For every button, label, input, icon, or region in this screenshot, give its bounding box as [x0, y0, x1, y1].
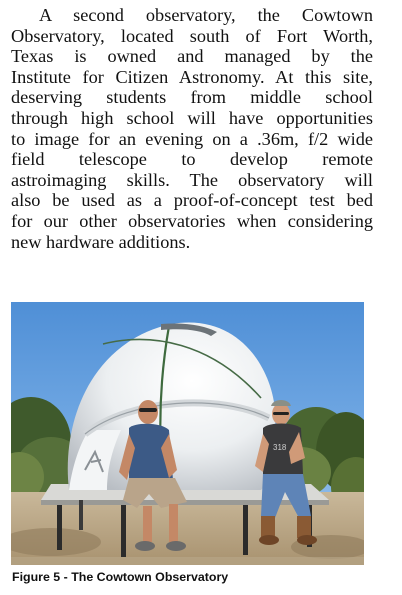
paragraph-line: deserving students from middle school	[11, 87, 373, 108]
paragraph-line: new hardware additions.	[11, 231, 191, 252]
shirt-text: 318	[273, 443, 287, 452]
observatory-photo	[11, 302, 364, 565]
paragraph-line: also be used as a proof-of-concept test bed	[11, 190, 373, 211]
body-paragraph	[11, 5, 373, 252]
paragraph-line: A second observatory, the Cowtown	[39, 5, 373, 25]
paragraph-line: Texas is owned and managed by the	[11, 46, 373, 67]
paragraph-line: field telescope to develop remote	[11, 149, 373, 170]
photo-illustration	[11, 302, 364, 565]
figure-caption: Figure 5 - The Cowtown Observatory	[12, 570, 229, 584]
paragraph-line: Institute for Citizen Astronomy. At this site,	[11, 66, 373, 87]
paragraph-line: through high school will have opportunities	[11, 107, 373, 128]
paragraph-line: to image for an evening on a .36m, f/2 wide	[11, 128, 373, 149]
paragraph-line: for our other observatories when considering	[11, 210, 373, 231]
paragraph-line: Observatory, located south of Fort Worth,	[11, 25, 373, 46]
paragraph-line: astroimaging skills. The observatory will	[11, 169, 373, 190]
